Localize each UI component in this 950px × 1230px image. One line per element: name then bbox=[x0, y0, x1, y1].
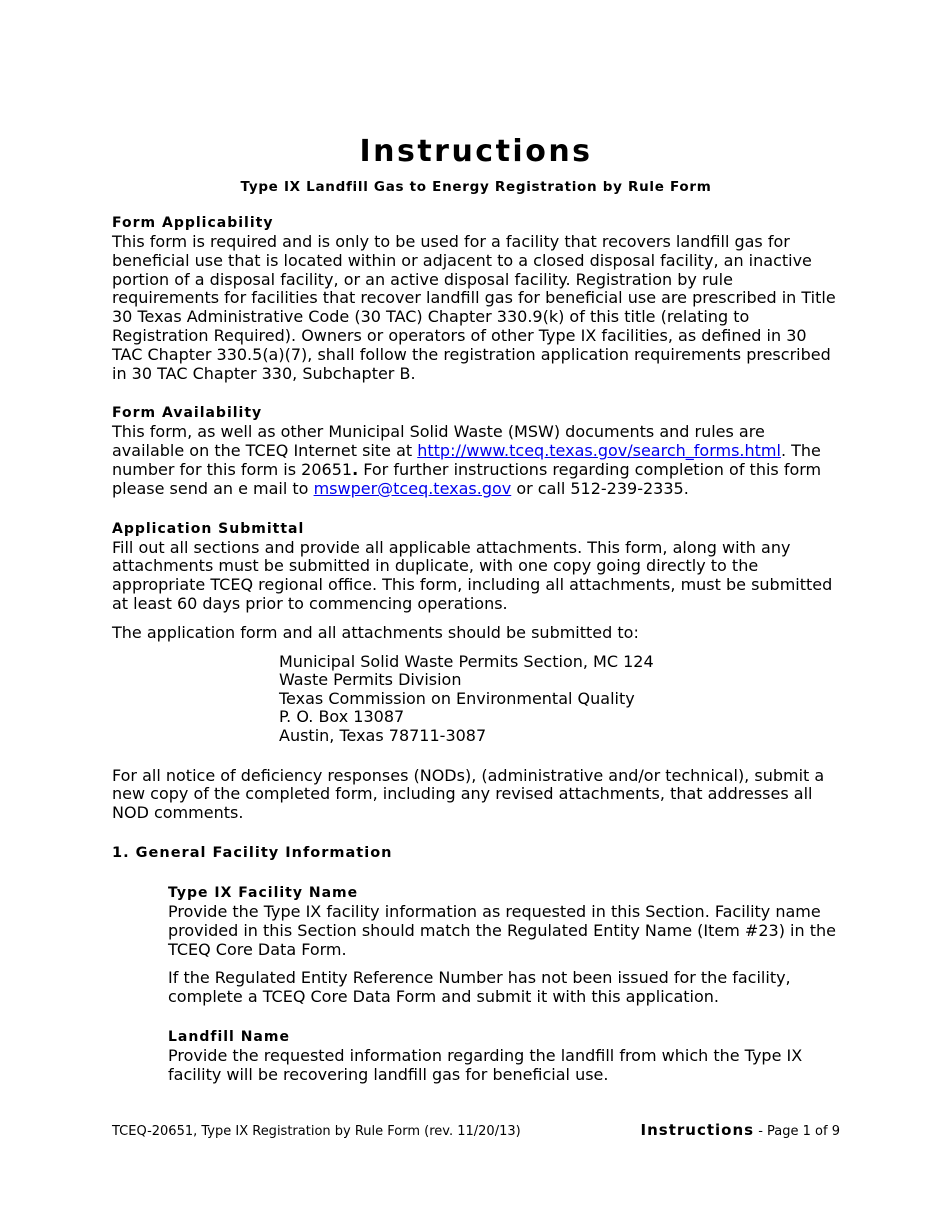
facility-name-text-2: If the Regulated Entity Reference Number has not been issued for the facility, complete a TCEQ Core Data Form and submit it with this application. bbox=[168, 968, 791, 1007]
address-line: Austin, Texas 78711-3087 bbox=[279, 725, 487, 745]
nod-instructions: For all notice of deficiency responses (NODs), (administrative and/or technical), submit a new copy of the completed form, including any revised attachments, that addresses all NOD comments. bbox=[112, 765, 825, 823]
footer-page-info: Instructions - Page 1 of 9 bbox=[640, 1121, 840, 1139]
address-line: Municipal Solid Waste Permits Section, MC 124 bbox=[279, 651, 654, 671]
document-page bbox=[112, 0, 840, 1230]
section-1-heading: 1. General Facility Information bbox=[112, 844, 393, 861]
form-availability-text: This form, as well as other Municipal Solid Waste (MSW) documents and rules are available on the TCEQ Internet site at http://www.tceq.texas.gov/search_forms.html. The number for this form is 20651. For further instructions regarding completion of this form please send an e mail to mswper@tceq.texas.gov or call 512-239-2335. bbox=[112, 422, 822, 498]
application-submittal-heading: Application Submittal bbox=[112, 520, 305, 537]
form-applicability-heading: Form Applicability bbox=[112, 215, 274, 231]
address-line: Waste Permits Division bbox=[279, 670, 462, 690]
address-line: Texas Commission on Environmental Quality bbox=[279, 688, 635, 708]
page-subtitle: Type IX Landfill Gas to Energy Registration by Rule Form bbox=[240, 179, 712, 195]
footer-form-id: TCEQ-20651, Type IX Registration by Rule Form (rev. 11/20/13) bbox=[112, 1124, 521, 1139]
landfill-name-text: Provide the requested information regarding the landfill from which the Type IX facility will be recovering landfill gas for beneficial use. bbox=[168, 1045, 803, 1084]
page-number: Page 1 of 9 bbox=[767, 1124, 840, 1139]
footer-section-label: Instructions bbox=[640, 1121, 755, 1139]
facility-name-subsection bbox=[168, 884, 840, 1085]
mailing-address bbox=[279, 653, 840, 746]
form-applicability-section bbox=[112, 214, 840, 383]
general-facility-section bbox=[112, 844, 840, 1085]
form-availability-heading: Form Availability bbox=[112, 405, 263, 422]
facility-name-heading: Type IX Facility Name bbox=[168, 884, 359, 901]
landfill-name-heading: Landfill Name bbox=[168, 1028, 290, 1045]
email-link[interactable]: mswper@tceq.texas.gov bbox=[313, 478, 512, 498]
application-submittal-text: Fill out all sections and provide all applicable attachments. This form, along with any attachments must be submitted in duplicate, with one copy going directly to the appropriate TCEQ regional office. This form, including all attachments, must be submitted at least 60 days prior to commencing operations. bbox=[112, 537, 833, 613]
address-intro: The application form and all attachments should be submitted to: bbox=[112, 622, 639, 642]
application-submittal-section bbox=[112, 520, 840, 823]
facility-name-text: Provide the Type IX facility information as requested in this Section. Facility name provided in this Section should match the Regulated Entity Name (Item #23) in the TCEQ Core Data Form. bbox=[168, 901, 836, 959]
address-line: P. O. Box 13087 bbox=[279, 707, 405, 727]
forms-website-link[interactable]: http://www.tceq.texas.gov/search_forms.html bbox=[417, 441, 781, 461]
form-applicability-text: This form is required and is only to be used for a facility that recovers landfill gas for beneficial use that is located within or adjacent to a closed disposal facility, an inactive portion of a disposal facility, or an active disposal facility. Registration by rule requirements for facilities that recover landfill gas for beneficial use are prescribed in Title 30 Texas Administrative Code (30 TAC) Chapter 330.9(k) of this title (relating to Registration Required). Owners or operators of other Type IX facilities, as defined in 30 TAC Chapter 330.5(a)(7), shall follow the registration application requirements prescribed in 30 TAC Chapter 330, Subchapter B. bbox=[112, 232, 836, 383]
page-title: Instructions bbox=[359, 134, 593, 169]
document-body bbox=[112, 214, 840, 1084]
form-availability-section bbox=[112, 404, 840, 498]
